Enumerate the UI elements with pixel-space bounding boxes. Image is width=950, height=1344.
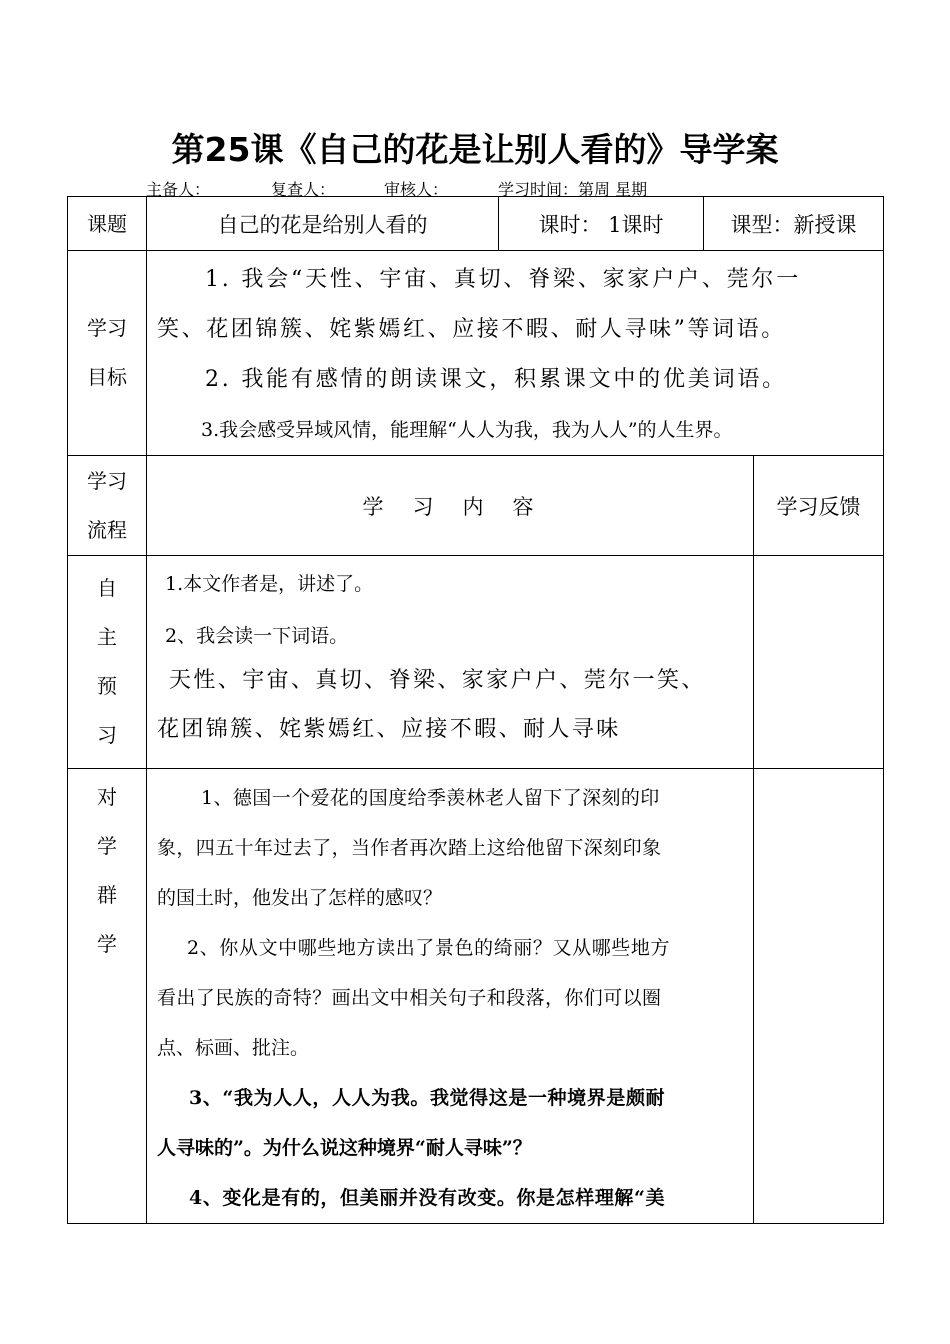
self-study-content [147, 556, 754, 769]
question-2-line-2: 看出了民族的奇特？画出文中相关句子和段落，你们可以圈 [157, 987, 662, 1009]
question-1-line-1: 1、德国一个爱花的国度给季羡林老人留下了深刻的印 [201, 787, 660, 809]
self-study-row [68, 556, 884, 769]
topic-row [68, 197, 884, 251]
question-3-line-2: 人寻味的”。为什么说这种境界“耐人寻味”？ [157, 1137, 532, 1159]
auditor-label: 审核人： [384, 180, 449, 199]
self-study-line-2: 2、我会读一下词语。 [165, 625, 349, 647]
self-study-label: 自 主 预 习 [68, 556, 147, 769]
goal-1-line-1: 1. 我会“天性、宇宙、真切、脊梁、家家户户、莞尔一 [205, 267, 802, 292]
self-study-words-1: 天性、宇宙、真切、脊梁、家家户户、莞尔一笑、 [169, 668, 706, 693]
question-3-line-1: 3、“我为人人，人人为我。我觉得这是一种境界是颇耐 [189, 1087, 666, 1109]
self-study-words-2: 花团锦簇、姹紫嫣红、应接不暇、耐人寻味 [157, 717, 621, 742]
process-header-row [68, 456, 884, 556]
group-study-feedback [754, 769, 884, 1224]
question-2-line-3: 点、标画、批注。 [157, 1037, 310, 1059]
question-2-line-1: 2、你从文中哪些地方读出了景色的绮丽？又从哪些地方 [187, 937, 671, 959]
goals-label: 学习 目标 [68, 251, 147, 456]
goals-content [147, 251, 884, 456]
study-time-label: 学习时间：第周 星期 [498, 180, 648, 199]
group-study-row [68, 769, 884, 1224]
goals-row [68, 251, 884, 456]
question-1-line-2: 象，四五十年过去了，当作者再次踏上这给他留下深刻印象 [157, 837, 662, 859]
goal-3: 3.我会感受异域风情，能理解“人人为我，我为人人”的人生界。 [201, 419, 733, 441]
feedback-header: 学习反馈 [754, 456, 884, 556]
goal-1-line-2: 笑、花团锦簇、姹紫嫣红、应接不暇、耐人寻味”等词语。 [157, 317, 786, 342]
topic-value: 自己的花是给别人看的 [147, 197, 499, 251]
reviewer-label: 复查人： [271, 180, 336, 199]
question-4-line-1: 4、变化是有的，但美丽并没有改变。你是怎样理解“美 [189, 1187, 666, 1209]
self-study-line-1: 1.本文作者是，讲述了。 [165, 573, 374, 595]
group-study-content [147, 769, 754, 1224]
preparer-label: 主备人： [146, 180, 211, 199]
page-title: 第25课《自己的花是让别人看的》导学案 [171, 130, 779, 169]
group-study-label: 对 学 群 学 [68, 769, 147, 1224]
goal-2: 2. 我能有感情的朗读课文，积累课文中的优美词语。 [205, 367, 787, 392]
process-label: 学习 流程 [68, 456, 147, 556]
class-hours: 课时： 1课时 [499, 197, 704, 251]
question-1-line-3: 的国土时，他发出了怎样的感叹？ [157, 887, 443, 909]
self-study-feedback [754, 556, 884, 769]
lesson-table [67, 196, 884, 1224]
lesson-type: 课型：新授课 [704, 197, 884, 251]
content-header: 学 习 内 容 [147, 456, 754, 556]
topic-label: 课题 [68, 197, 147, 251]
